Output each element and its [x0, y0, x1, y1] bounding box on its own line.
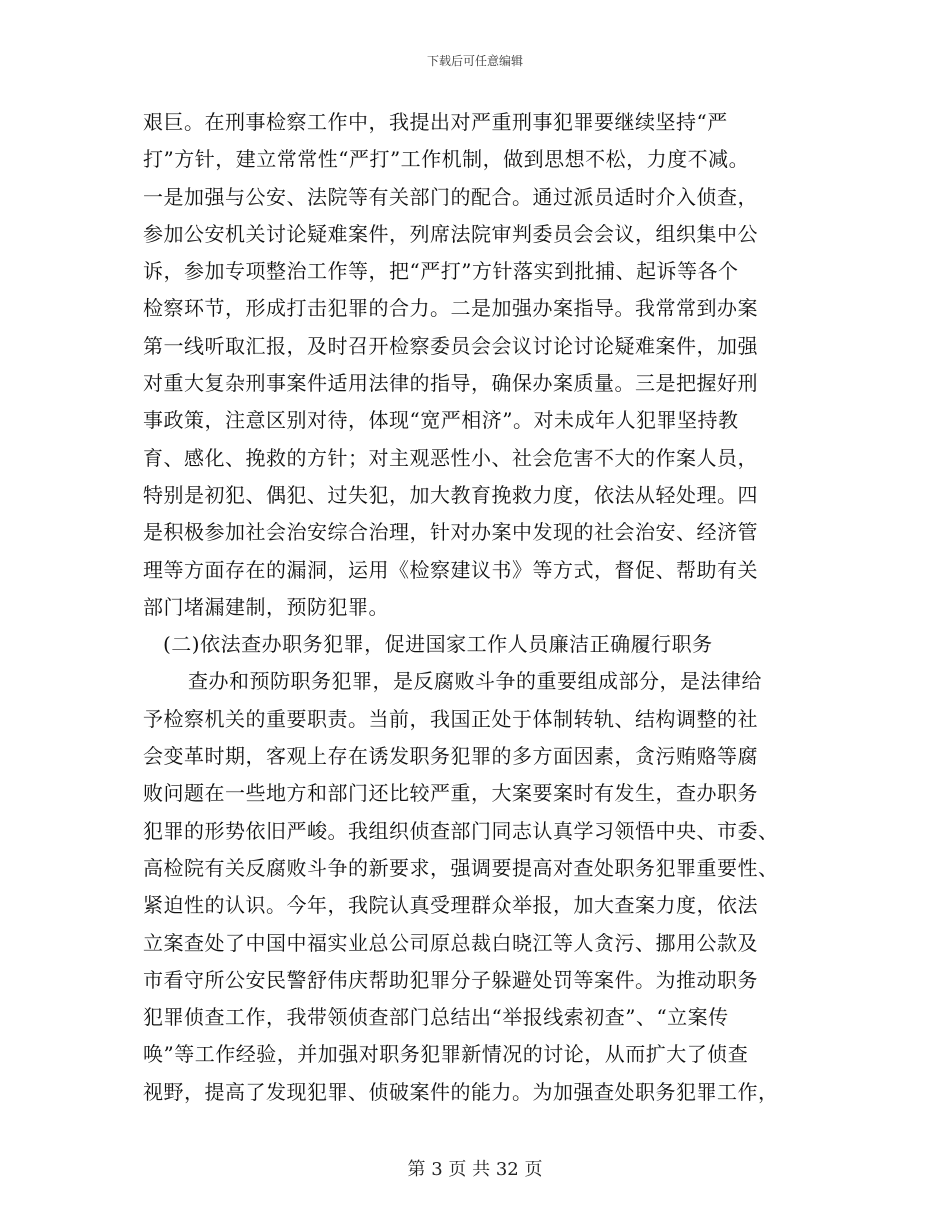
paragraph-line: 市看守所公安民警舒伟庆帮助犯罪分子躲避处罚等案件。为推动职务 — [143, 967, 758, 992]
paragraph-line: 检察环节，形成打击犯罪的合力。二是加强办案指导。我常常到办案 — [143, 296, 758, 321]
body-text — [143, 104, 803, 1111]
paragraph-line: 犯罪侦查工作，我带领侦查部门总结出“举报线索初查”、“立案传 — [143, 1005, 729, 1030]
paragraph-line: 立案查处了中国中福实业总公司原总裁白晓江等人贪污、挪用公款及 — [143, 930, 758, 955]
paragraph-line: 事政策，注意区别对待，体现“宽严相济”。对未成年人犯罪坚持教 — [143, 408, 739, 433]
paragraph-line: 败问题在一些地方和部门还比较严重，大案要案时有发生，查办职务 — [143, 781, 758, 806]
paragraph-line: 犯罪的形势依旧严峻。我组织侦查部门同志认真学习领悟中央、市委、 — [143, 818, 779, 843]
paragraph-line: 诉，参加专项整治工作等，把“严打”方针落实到批捕、起诉等各个 — [143, 259, 739, 284]
paragraph-line: 打”方针，建立常常性“严打”工作机制，做到思想不松，力度不减。 — [143, 147, 750, 172]
paragraph-line: 会变革时期，客观上存在诱发职务犯罪的多方面因素，贪污贿赂等腐 — [143, 744, 758, 769]
paragraph-line: 予检察机关的重要职责。当前，我国正处于体制转轨、结构调整的社 — [143, 706, 758, 731]
paragraph-line: 参加公安机关讨论疑难案件，列席法院审判委员会会议，组织集中公 — [143, 221, 758, 246]
paragraph-line: 是积极参加社会治安综合治理，针对办案中发现的社会治安、经济管 — [143, 520, 758, 545]
page-footer: 第 3 页 共 32 页 — [407, 1159, 543, 1180]
paragraph-line: 对重大复杂刑事案件适用法律的指导，确保办案质量。三是把握好刑 — [143, 371, 758, 396]
paragraph-line: 理等方面存在的漏洞，运用《检察建议书》等方式，督促、帮助有关 — [143, 557, 758, 582]
paragraph-line: 紧迫性的认识。今年，我院认真受理群众举报，加大查案力度，依法 — [143, 893, 758, 918]
paragraph-line: 育、感化、挽救的方针；对主观恶性小、社会危害不大的作案人员， — [143, 445, 758, 470]
paragraph-line: 唤”等工作经验，并加强对职务犯罪新情况的讨论，从而扩大了侦查 — [143, 1042, 749, 1067]
paragraph-first-line: 查办和预防职务犯罪，是反腐败斗争的重要组成部分，是法律给 — [188, 669, 762, 694]
paragraph-line: 特别是初犯、偶犯、过失犯，加大教育挽救力度，依法从轻处理。四 — [143, 482, 758, 507]
paragraph-line: 一是加强与公安、法院等有关部门的配合。通过派员适时介入侦查， — [143, 184, 758, 209]
paragraph-line: 高检院有关反腐败斗争的新要求，强调要提高对查处职务犯罪重要性、 — [143, 855, 779, 880]
paragraph-line: 艰巨。在刑事检察工作中，我提出对严重刑事犯罪要继续坚持“严 — [143, 110, 728, 134]
paragraph-line: 第一线听取汇报，及时召开检察委员会会议讨论讨论疑难案件，加强 — [143, 333, 758, 358]
paragraph-line: 视野，提高了发现犯罪、侦破案件的能力。为加强查处职务犯罪工作， — [143, 1079, 779, 1104]
section-heading: (二)依法查办职务犯罪，促进国家工作人员廉洁正确履行职务 — [163, 632, 713, 657]
paragraph-line: 部门堵漏建制，预防犯罪。 — [143, 594, 389, 619]
page-header: 下载后可任意编辑 — [426, 54, 523, 68]
